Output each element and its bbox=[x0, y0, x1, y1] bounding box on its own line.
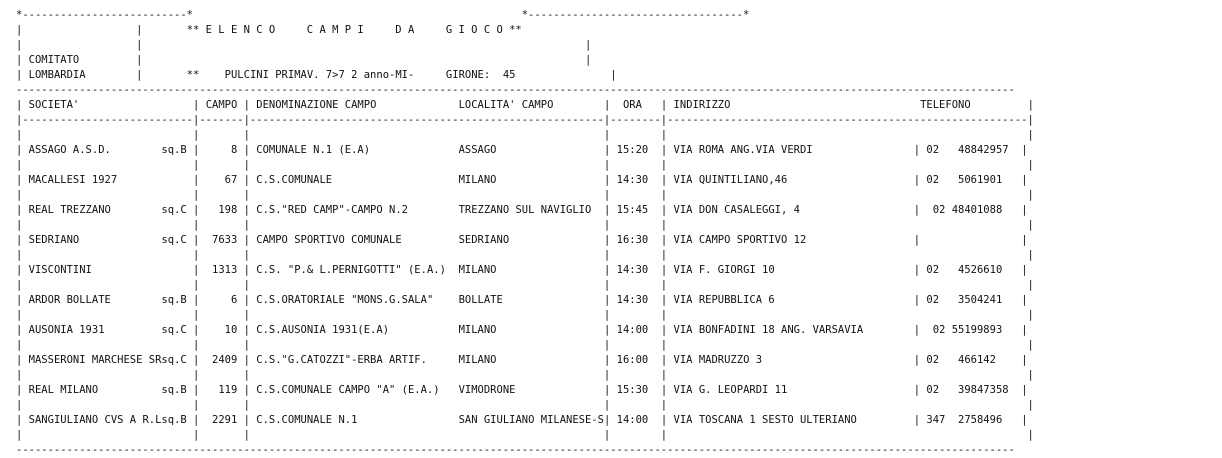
row-campo: 2291 bbox=[199, 414, 238, 426]
row-squadra: sq.B bbox=[161, 384, 194, 396]
column-header-localita: LOCALITA' CAMPO bbox=[458, 99, 604, 111]
row-squadra: sq.C bbox=[161, 204, 194, 216]
row-campo: 1313 bbox=[199, 264, 238, 276]
row-ora: 16:30 bbox=[616, 234, 655, 246]
row-localita: MILANO bbox=[458, 324, 604, 336]
committee-line1: COMITATO bbox=[28, 54, 137, 66]
row-telefono bbox=[926, 234, 1015, 246]
row-localita: VIMODRONE bbox=[458, 384, 604, 396]
row-squadra: sq.B bbox=[161, 294, 194, 306]
campi-listing: *--------------------------* *----------------------------------* | | ** E L E N C O C A M P I D A G I O C O ** | | | | COMITATO | | | LOMBARDIA | ** PULCINI PRIMAV. 7>7 2 anno-MI- GIRONE: 45 | -------------------------------------------------------------------------------------------------------------------------------------------------------------- | SOCIETA' | CAMPO | DENOMINAZIONE CAMPO LOCALITA' CAMPO | ORA | INDIRIZZO TELEFONO | |---------------------------|-------|--------------------------------------------------------|--------|---------------------------------------------------------| | | | | | | | ASSAGO A.S.D. sq.B | 8 | COMUNALE N.1 (E.A) ASSAGO | 15:20 | VIA ROMA ANG.VIA VERDI | 02 48842957 | | | | | | | | MACALLESI 1927 | 67 | C.S.COMUNALE MILANO | 14:30 | VIA QUINTILIANO,46 | 02 5061901 | | | | | | | | REAL TREZZANO sq.C | 198 | C.S."RED CAMP"-CAMPO N.2 TREZZANO SUL NAVIGLIO | 15:45 | VIA DON CASALEGGI, 4 | 02 48401088 | | | | | | | | SEDRIANO sq.C | 7633 | CAMPO SPORTIVO COMUNALE SEDRIANO | 16:30 | VIA CAMPO SPORTIVO 12 | | | | | | | | | VISCONTINI | 1313 | C.S. "P.& L.PERNIGOTTI" (E.A.) MILANO | 14:30 | VIA F. GIORGI 10 | 02 4526610 | | | | | | | | ARDOR BOLLATE sq.B | 6 | C.S.ORATORIALE "MONS.G.SALA" BOLLATE | 14:30 | VIA REPUBBLICA 6 | 02 3504241 | | | | | | | | AUSONIA 1931 sq.C | 10 | C.S.AUSONIA 1931(E.A) MILANO | 14:00 | VIA BONFADINI 18 ANG. VARSAVIA | 02 55199893 | | | | | | | | MASSERONI MARCHESE SRsq.C | 2409 | C.S."G.CATOZZI"-ERBA ARTIF. MILANO | 16:00 | VIA MADRUZZO 3 | 02 466142 | | | | | | | | REAL MILANO sq.B | 119 | C.S.COMUNALE CAMPO "A" (E.A.) VIMODRONE | 15:30 | VIA G. LEOPARDI 11 | 02 39847358 | | | | | | | | SANGIULIANO CVS A R.Lsq.B | 2291 | C.S.COMUNALE N.1 SAN GIULIANO MILANESE-S| 14:00 | VIA TOSCANA 1 SESTO ULTERIANO | 347 2758496 | | | | | | | -------------------------------------------------------------------------------------------------------------------------------------------------------------- bbox=[16, 9, 1034, 456]
row-localita: TREZZANO SUL NAVIGLIO bbox=[458, 204, 604, 216]
row-localita: BOLLATE bbox=[458, 294, 604, 306]
column-header-indirizzo: INDIRIZZO bbox=[673, 99, 914, 111]
row-societa: AUSONIA 1931 bbox=[28, 324, 162, 336]
row-ora: 15:45 bbox=[616, 204, 655, 216]
row-ora: 14:30 bbox=[616, 264, 655, 276]
row-telefono: 02 39847358 bbox=[926, 384, 1015, 396]
row-indirizzo: VIA TOSCANA 1 SESTO ULTERIANO bbox=[673, 414, 914, 426]
row-telefono: 02 4526610 bbox=[926, 264, 1015, 276]
row-localita: ASSAGO bbox=[458, 144, 604, 156]
row-indirizzo: VIA REPUBBLICA 6 bbox=[673, 294, 914, 306]
row-telefono: 02 55199893 bbox=[926, 324, 1015, 336]
row-localita: MILANO bbox=[458, 354, 604, 366]
row-ora: 15:30 bbox=[616, 384, 655, 396]
row-societa: ARDOR BOLLATE bbox=[28, 294, 162, 306]
row-ora: 14:30 bbox=[616, 174, 655, 186]
row-telefono: 02 3504241 bbox=[926, 294, 1015, 306]
row-denominazione: COMUNALE N.1 (E.A) bbox=[256, 144, 453, 156]
row-squadra bbox=[161, 264, 193, 276]
row-campo: 2409 bbox=[199, 354, 238, 366]
row-denominazione: C.S."RED CAMP"-CAMPO N.2 bbox=[256, 204, 453, 216]
row-localita: MILANO bbox=[458, 174, 604, 186]
row-localita: SEDRIANO bbox=[458, 234, 604, 246]
row-campo: 8 bbox=[199, 144, 238, 156]
row-campo: 119 bbox=[199, 384, 238, 396]
row-indirizzo: VIA F. GIORGI 10 bbox=[673, 264, 914, 276]
row-campo: 10 bbox=[199, 324, 238, 336]
row-indirizzo: VIA QUINTILIANO,46 bbox=[673, 174, 914, 186]
row-indirizzo: VIA DON CASALEGGI, 4 bbox=[673, 204, 914, 216]
row-societa: REAL TREZZANO bbox=[28, 204, 162, 216]
row-indirizzo: VIA MADRUZZO 3 bbox=[673, 354, 914, 366]
row-squadra: sq.C bbox=[161, 324, 194, 336]
column-header-denominazione: DENOMINAZIONE CAMPO bbox=[256, 99, 453, 111]
row-telefono: 02 466142 bbox=[926, 354, 1015, 366]
row-indirizzo: VIA CAMPO SPORTIVO 12 bbox=[673, 234, 914, 246]
girone-number: 45 bbox=[502, 69, 516, 81]
column-header-societa: SOCIETA' bbox=[28, 99, 194, 111]
row-campo: 67 bbox=[199, 174, 238, 186]
row-telefono: 347 2758496 bbox=[926, 414, 1015, 426]
row-campo: 6 bbox=[199, 294, 238, 306]
girone-label: GIRONE: bbox=[445, 69, 491, 81]
category: PULCINI PRIMAV. 7>7 2 anno-MI- bbox=[224, 69, 415, 81]
row-telefono: 02 5061901 bbox=[926, 174, 1015, 186]
row-societa: ASSAGO A.S.D. bbox=[28, 144, 162, 156]
committee-line2: LOMBARDIA bbox=[28, 69, 137, 81]
row-denominazione: C.S."G.CATOZZI"-ERBA ARTIF. bbox=[256, 354, 453, 366]
row-societa: REAL MILANO bbox=[28, 384, 162, 396]
row-telefono: 02 48842957 bbox=[926, 144, 1015, 156]
row-denominazione: CAMPO SPORTIVO COMUNALE bbox=[256, 234, 453, 246]
row-squadra bbox=[161, 174, 193, 186]
row-squadra: sq.B bbox=[161, 414, 194, 426]
row-societa: MACALLESI 1927 bbox=[28, 174, 162, 186]
row-localita: SAN GIULIANO MILANESE-S bbox=[458, 414, 604, 426]
column-header-telefono: TELEFONO bbox=[920, 99, 1028, 111]
row-squadra: sq.C bbox=[161, 354, 194, 366]
row-ora: 16:00 bbox=[616, 354, 655, 366]
row-societa: VISCONTINI bbox=[28, 264, 162, 276]
title-stars-left: ** bbox=[186, 24, 200, 36]
row-ora: 15:20 bbox=[616, 144, 655, 156]
row-campo: 7633 bbox=[199, 234, 238, 246]
row-squadra: sq.B bbox=[161, 144, 194, 156]
title-stars-right: ** bbox=[509, 24, 522, 36]
row-denominazione: C.S.ORATORIALE "MONS.G.SALA" bbox=[256, 294, 453, 306]
row-indirizzo: VIA G. LEOPARDI 11 bbox=[673, 384, 914, 396]
row-localita: MILANO bbox=[458, 264, 604, 276]
row-denominazione: C.S.COMUNALE bbox=[256, 174, 453, 186]
row-denominazione: C.S.COMUNALE N.1 bbox=[256, 414, 453, 426]
row-societa: SEDRIANO bbox=[28, 234, 162, 246]
row-societa: SANGIULIANO CVS A R.L bbox=[28, 414, 162, 426]
row-squadra: sq.C bbox=[161, 234, 194, 246]
row-ora: 14:00 bbox=[616, 414, 655, 426]
column-header-campo: CAMPO bbox=[205, 99, 244, 111]
row-telefono: 02 48401088 bbox=[926, 204, 1015, 216]
column-header-ora: ORA bbox=[622, 99, 661, 111]
row-ora: 14:00 bbox=[616, 324, 655, 336]
row-societa: MASSERONI MARCHESE SR bbox=[28, 354, 162, 366]
row-denominazione: C.S.COMUNALE CAMPO "A" (E.A.) bbox=[256, 384, 453, 396]
row-ora: 14:30 bbox=[616, 294, 655, 306]
row-indirizzo: VIA ROMA ANG.VIA VERDI bbox=[673, 144, 914, 156]
row-indirizzo: VIA BONFADINI 18 ANG. VARSAVIA bbox=[673, 324, 914, 336]
row-denominazione: C.S. "P.& L.PERNIGOTTI" (E.A.) bbox=[256, 264, 453, 276]
row-campo: 198 bbox=[199, 204, 238, 216]
row-denominazione: C.S.AUSONIA 1931(E.A) bbox=[256, 324, 453, 336]
category-prefix: ** bbox=[186, 69, 200, 81]
